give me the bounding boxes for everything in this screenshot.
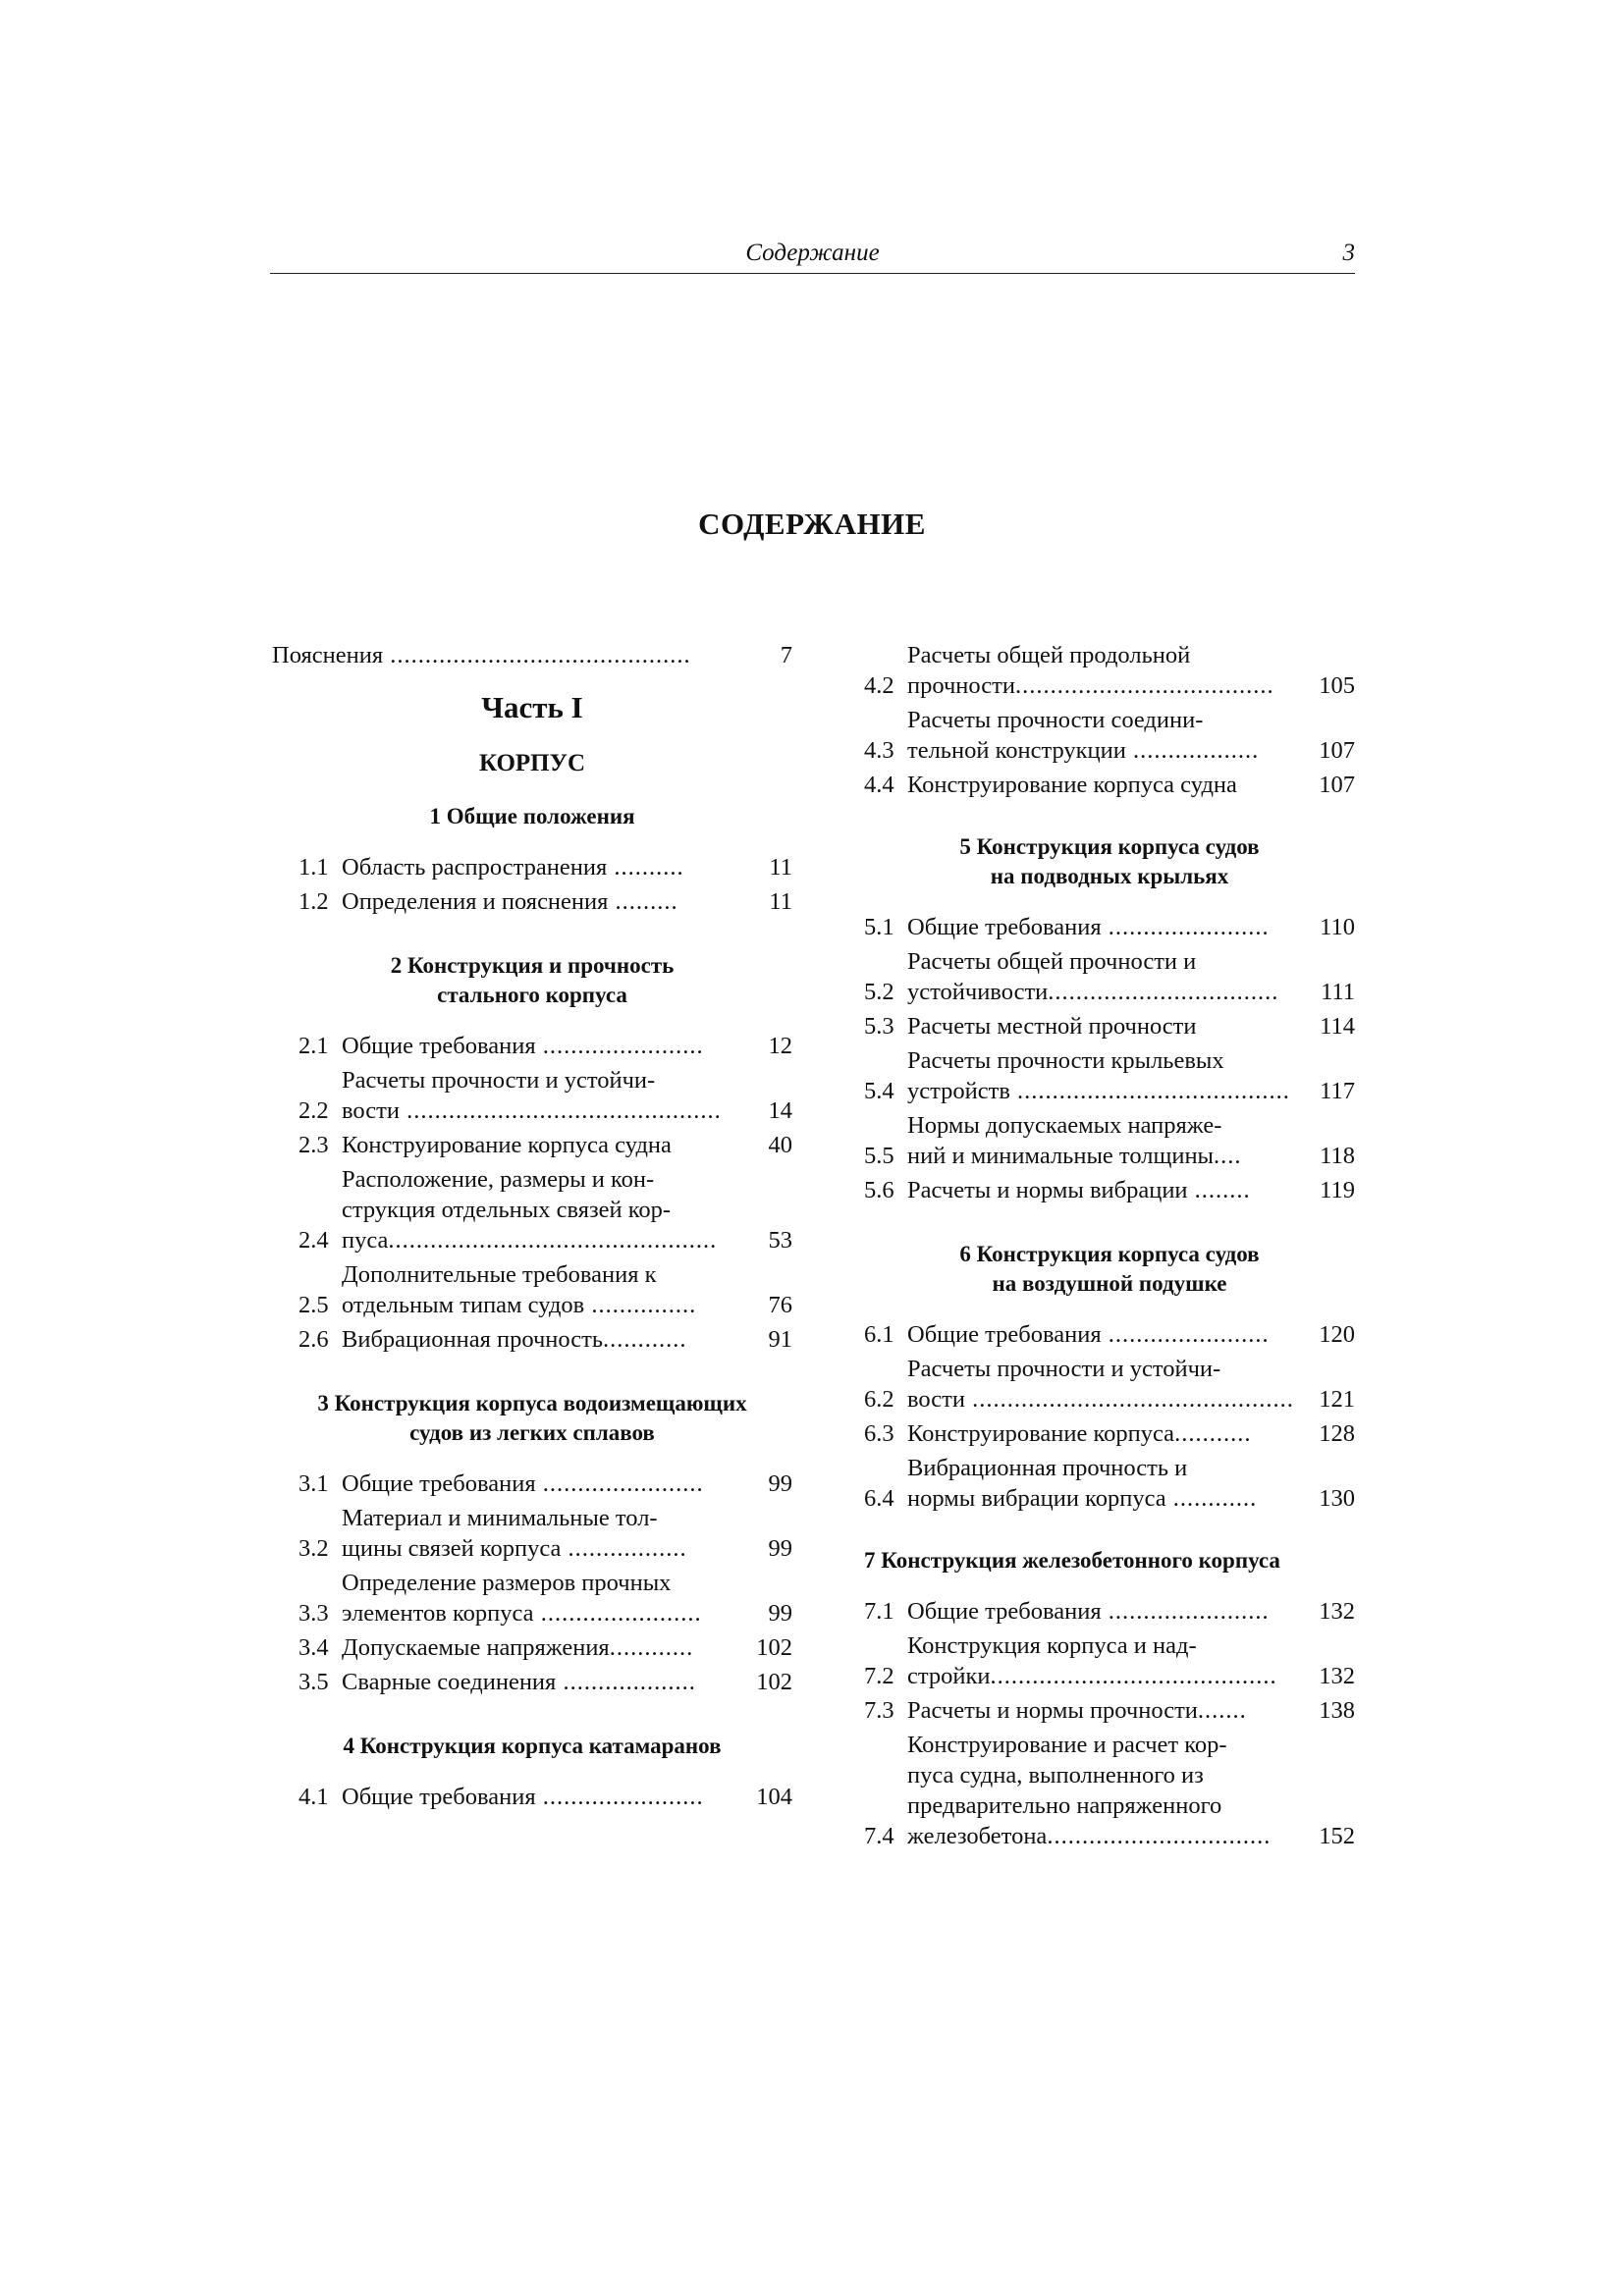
toc-entry-page: 102 <box>756 1634 792 1661</box>
toc-entry[interactable]: 3.1 Общие требования ....................... 99 <box>298 1470 792 1497</box>
toc-entry-page: 40 <box>768 1132 792 1158</box>
toc-entry[interactable] <box>864 770 1355 800</box>
page-title: СОДЕРЖАНИЕ <box>698 507 926 541</box>
toc-entry-number: 7.2 <box>864 1663 894 1689</box>
toc-entry-text: Материал и минимальные тол- <box>342 1505 658 1531</box>
toc-entry-text: Общие требования <box>907 1321 1102 1348</box>
toc-entry-text: Расположение, размеры и кон- <box>342 1166 655 1193</box>
toc-entry-number: 7.1 <box>864 1598 894 1625</box>
toc-entry-page: 99 <box>768 1600 792 1627</box>
toc-entry-number: 5.1 <box>864 914 894 940</box>
toc-right-column <box>864 640 1355 1855</box>
toc-entry-text: Общие требования <box>907 1598 1102 1625</box>
toc-entry[interactable]: 5.2 Расчеты общей прочности и устойчивости................................. 111 <box>864 948 1355 1005</box>
toc-entry-number: 2.2 <box>298 1097 329 1124</box>
toc-entry-page: 110 <box>1320 914 1355 940</box>
toc-entry-page: 105 <box>1319 672 1355 699</box>
section-heading-1: 1 Общие положения <box>429 804 635 828</box>
toc-entry[interactable]: 3.5 Сварные соединения ................... 102 <box>298 1669 792 1695</box>
toc-entry[interactable] <box>864 1011 1355 1041</box>
toc-entry-number: 3.2 <box>298 1535 329 1562</box>
section-heading-7: 7 Конструкция железобетонного корпуса <box>864 1548 1280 1573</box>
toc-entry-intro[interactable]: Пояснения ........................................... 7 <box>272 642 792 668</box>
toc-entry-text: Расчеты и нормы прочности <box>907 1697 1198 1724</box>
section-heading-2: 2 Конструкция и прочность стального корпуса <box>390 953 675 1007</box>
toc-entry[interactable]: 3.2 Материал и минимальные тол- щины связей корпуса ................. 99 <box>298 1505 792 1562</box>
toc-entry-text: Расчеты местной прочности <box>907 1013 1197 1040</box>
toc-entry[interactable]: 5.1 Общие требования ....................... 110 <box>864 914 1355 940</box>
toc-entry-text: Определение размеров прочных <box>342 1570 672 1596</box>
toc-entry-text: Определения и пояснения <box>342 888 609 915</box>
toc-entry-number: 6.3 <box>864 1420 894 1447</box>
toc-entry[interactable]: 4.1 Общие требования ....................... 104 <box>298 1784 792 1810</box>
running-title: Содержание <box>745 240 880 266</box>
section-heading-6: 6 Конструкция корпуса судов на воздушной подушке <box>959 1242 1260 1296</box>
toc-entry-number: 5.3 <box>864 1013 894 1040</box>
toc-entry[interactable] <box>272 1130 792 1160</box>
toc-entry-text: Пояснения <box>272 642 384 668</box>
toc-entry-number: 2.3 <box>298 1132 329 1158</box>
toc-entry-number: 3.4 <box>298 1634 329 1661</box>
toc-entry[interactable]: 5.5 Нормы допускаемых напряже- ний и минимальные толщины.... 118 <box>864 1112 1355 1169</box>
toc-entry-text: Расчеты прочности крыльевых <box>907 1047 1224 1074</box>
toc-entry-page: 138 <box>1319 1697 1355 1724</box>
toc-entry-number: 2.1 <box>298 1033 329 1059</box>
toc-entry-text: Конструирование корпуса судна <box>907 772 1237 798</box>
part-title: Часть I <box>481 690 583 724</box>
toc-entry-number: 3.1 <box>298 1470 329 1497</box>
toc-entry-number: 3.3 <box>298 1600 329 1627</box>
section-heading-4: 4 Конструкция корпуса катамаранов <box>343 1734 722 1758</box>
toc-entry[interactable]: 5.6 Расчеты и нормы вибрации ........ 119 <box>864 1177 1355 1203</box>
toc-entry[interactable]: 7.2 Конструкция корпуса и над- стройки......................................... 132 <box>864 1632 1355 1689</box>
toc-entry[interactable]: 1.2 Определения и пояснения ......... 11 <box>298 888 792 915</box>
toc-entry-text: Допускаемые напряжения <box>342 1634 610 1661</box>
toc-entry-number: 2.6 <box>298 1326 329 1353</box>
toc-entry[interactable]: 2.1 Общие требования ....................... 12 <box>298 1033 792 1059</box>
toc-entry-page: 12 <box>768 1033 792 1059</box>
toc-entry-text: Сварные соединения <box>342 1669 557 1695</box>
toc-entry[interactable]: 3.3 Определение размеров прочных элементов корпуса ....................... 99 <box>298 1570 792 1627</box>
toc-entry[interactable]: 3.4 Допускаемые напряжения............ 102 <box>298 1634 792 1661</box>
toc-entry-page: 107 <box>1319 772 1355 798</box>
section-heading-5: 5 Конструкция корпуса судов на подводных крыльях <box>959 834 1260 888</box>
toc-entry-number: 6.4 <box>864 1485 894 1512</box>
toc-entry-page: 117 <box>1320 1078 1355 1104</box>
running-header <box>270 240 1355 274</box>
toc-entry-text: Вибрационная прочность и <box>907 1455 1188 1481</box>
toc-entry-text: Общие требования <box>342 1033 536 1059</box>
toc-entry[interactable]: 7.4 Конструирование и расчет кор- пуса судна, выполненного из предварительно напряженного железобетона................................ 152 <box>864 1732 1355 1849</box>
toc-entry-page: 118 <box>1320 1143 1355 1169</box>
toc-entry[interactable]: 2.5 Дополнительные требования к отдельным типам судов ............... 76 <box>298 1261 792 1318</box>
toc-entry-text: Дополнительные требования к <box>342 1261 657 1288</box>
page-number: 3 <box>1342 240 1355 266</box>
toc-entry-number: 4.4 <box>864 772 894 798</box>
toc-entry-number: 1.2 <box>298 888 329 915</box>
toc-entry-page: 7 <box>780 642 792 668</box>
toc-entry[interactable]: 6.3 Конструирование корпуса........... 128 <box>864 1420 1355 1447</box>
toc-entry-page: 152 <box>1319 1823 1355 1849</box>
toc-entry-text: Общие требования <box>342 1784 536 1810</box>
toc-entry[interactable]: 7.1 Общие требования ....................... 132 <box>864 1598 1355 1625</box>
toc-entry-number: 6.2 <box>864 1386 894 1413</box>
toc-entry-number: 5.2 <box>864 979 894 1005</box>
toc-entry-text: Конструкция корпуса и над- <box>907 1632 1197 1659</box>
toc-entry-number: 7.3 <box>864 1697 894 1724</box>
toc-entry-page: 11 <box>769 854 792 881</box>
section-heading-3: 3 Конструкция корпуса водоизмещающих судов из легких сплавов <box>317 1391 747 1445</box>
toc-entry-page: 14 <box>768 1097 792 1124</box>
toc-entry-text: Вибрационная прочность <box>342 1326 604 1353</box>
toc-entry-number: 5.6 <box>864 1177 894 1203</box>
toc-entry-number: 2.4 <box>298 1227 329 1254</box>
toc-entry-page: 130 <box>1319 1485 1355 1512</box>
toc-entry-number: 1.1 <box>298 854 329 881</box>
toc-left-column <box>272 640 792 1816</box>
toc-entry[interactable]: 7.3 Расчеты и нормы прочности....... 138 <box>864 1697 1355 1724</box>
toc-entry-text: Расчеты общей прочности и <box>907 948 1197 975</box>
toc-entry[interactable]: 6.4 Вибрационная прочность и нормы вибрации корпуса ............ 130 <box>864 1455 1355 1512</box>
toc-entry[interactable]: 2.4 Расположение, размеры и кон- струкция отдельных связей кор- пуса............................................... 53 <box>298 1166 792 1254</box>
toc-entry[interactable]: 2.2 Расчеты прочности и устойчи- вости ............................................. 14 <box>298 1067 792 1124</box>
toc-entry-text: Расчеты прочности и устойчи- <box>342 1067 656 1094</box>
toc-entry-number: 5.5 <box>864 1143 894 1169</box>
toc-entry-text: Нормы допускаемых напряже- <box>907 1112 1222 1139</box>
part-name: КОРПУС <box>478 750 586 776</box>
toc-entry-page: 132 <box>1319 1663 1355 1689</box>
toc-entry-page: 53 <box>768 1227 792 1254</box>
toc-entry-page: 120 <box>1319 1321 1355 1348</box>
toc-entry[interactable]: 4.3 Расчеты прочности соедини- тельной конструкции .................. 107 <box>864 707 1355 764</box>
toc-entry[interactable]: 5.4 Расчеты прочности крыльевых устройств ....................................... 117 <box>864 1047 1355 1104</box>
toc-entry[interactable]: 4.2 Расчеты общей продольной прочности..................................... 105 <box>864 642 1355 699</box>
toc-entry-page: 99 <box>768 1535 792 1562</box>
toc-entry-number: 4.1 <box>298 1784 329 1810</box>
toc-entry-page: 119 <box>1320 1177 1355 1203</box>
toc-entry-page: 111 <box>1321 979 1355 1005</box>
toc-entry-page: 107 <box>1319 737 1355 764</box>
toc-entry-text: Область распространения <box>342 854 608 881</box>
toc-entry[interactable]: 6.2 Расчеты прочности и устойчи- вости .............................................. 121 <box>864 1356 1355 1413</box>
toc-entry-page: 121 <box>1319 1386 1355 1413</box>
toc-entry-page: 76 <box>768 1292 792 1318</box>
toc-entry-number: 6.1 <box>864 1321 894 1348</box>
toc-entry-number: 7.4 <box>864 1823 894 1849</box>
toc-entry-number: 2.5 <box>298 1292 329 1318</box>
toc-entry-text: Расчеты прочности соедини- <box>907 707 1204 733</box>
toc-entry-number: 4.3 <box>864 737 894 764</box>
toc-entry-text: Конструирование корпуса судна <box>342 1132 672 1158</box>
toc-entry[interactable]: 6.1 Общие требования ....................... 120 <box>864 1321 1355 1348</box>
toc-entry-page: 11 <box>769 888 792 915</box>
toc-entry-text: Расчеты прочности и устойчи- <box>907 1356 1221 1382</box>
toc-entry[interactable]: 1.1 Область распространения .......... 11 <box>298 854 792 881</box>
toc-entry-page: 99 <box>768 1470 792 1497</box>
toc-entry-text: Общие требования <box>907 914 1102 940</box>
toc-entry[interactable]: 2.6 Вибрационная прочность............ 91 <box>298 1326 792 1353</box>
toc-entry-number: 3.5 <box>298 1669 329 1695</box>
toc-entry-text: Расчеты и нормы вибрации <box>907 1177 1188 1203</box>
toc-entry-number: 4.2 <box>864 672 894 699</box>
toc-entry-text: Расчеты общей продольной <box>907 642 1191 668</box>
toc-entry-text: Конструирование и расчет кор- <box>907 1732 1227 1758</box>
toc-entry-page: 132 <box>1319 1598 1355 1625</box>
toc-entry-text: Конструирование корпуса <box>907 1420 1175 1447</box>
toc-entry-text: Общие требования <box>342 1470 536 1497</box>
toc-entry-page: 128 <box>1319 1420 1355 1447</box>
toc-entry-page: 114 <box>1320 1013 1355 1040</box>
toc-entry-number: 5.4 <box>864 1078 894 1104</box>
toc-entry-page: 91 <box>768 1326 792 1353</box>
toc-entry-page: 102 <box>756 1669 792 1695</box>
toc-entry-page: 104 <box>756 1784 792 1810</box>
